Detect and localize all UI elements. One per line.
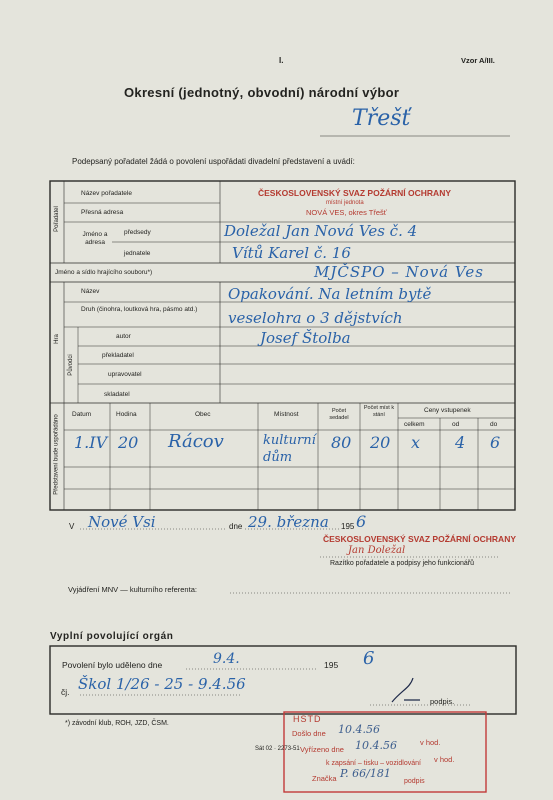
play-name-value: Opakování. Na letním bytě bbox=[228, 285, 432, 303]
perf-from-value: 4 bbox=[455, 433, 466, 452]
receipt-line1-value: 10.4.56 bbox=[338, 723, 380, 736]
year-prefix: 195 bbox=[341, 522, 355, 531]
receipt-line2-value: 10.4.56 bbox=[355, 739, 397, 752]
organizer-stamp-line2: místní jednota bbox=[326, 200, 364, 206]
date-value: 29. března bbox=[248, 513, 329, 531]
mnv-statement: Vyjádření MNV — kulturního referenta: bbox=[68, 585, 197, 594]
granted-value: 9.4. bbox=[213, 651, 240, 667]
troupe-value: MJČSPO – Nová Ves bbox=[314, 263, 484, 281]
sign-label: podpis. bbox=[430, 697, 455, 706]
organizer-group-label: Pořadatel bbox=[54, 206, 60, 232]
organizer-name-label: Název pořadatele bbox=[81, 190, 132, 197]
print-code: Sát 02 · 2273-51 bbox=[255, 746, 300, 752]
authority-handwritten: Třešť bbox=[352, 106, 411, 131]
origin-group-label: Původci bbox=[68, 354, 74, 376]
chair-label: předsedy bbox=[124, 229, 151, 236]
play-group-label: Hra bbox=[54, 334, 60, 344]
receipt-line4-suffix: podpis bbox=[404, 778, 425, 785]
organizer-address-label: Přesná adresa bbox=[81, 209, 124, 216]
col-price-to: do bbox=[490, 421, 498, 428]
col-room: Místnost bbox=[274, 411, 299, 418]
authority-title: Okresní (jednotný, obvodní) národní výbor bbox=[124, 85, 400, 100]
organizer-stamp-line3: NOVÁ VES, okres Třešť bbox=[306, 208, 387, 217]
perf-town-value: Rácov bbox=[168, 431, 224, 452]
perf-to-value: 6 bbox=[490, 433, 501, 452]
perf-room-value: kulturní dům bbox=[263, 433, 316, 465]
troupe-label: Jméno a sídlo hrajícího souboru*) bbox=[55, 269, 153, 276]
organizer-stamp-line1: ČESKOSLOVENSKÝ SVAZ POŽÁRNÍ OCHRANY bbox=[258, 188, 452, 198]
adapter-label: upravovatel bbox=[108, 371, 142, 378]
request-text: Podepsaný pořadatel žádá o povolení uspořádati divadelní představení a uvádí: bbox=[72, 157, 355, 166]
receipt-line4-value: P. 66/181 bbox=[340, 767, 391, 780]
receipt-line2-suffix: v hod. bbox=[434, 755, 455, 764]
perf-total-value: x bbox=[411, 433, 421, 452]
perf-standing-value: 20 bbox=[370, 433, 391, 452]
perf-seats-value: 80 bbox=[331, 433, 352, 452]
receipt-line1-suffix: v hod. bbox=[420, 738, 441, 747]
receipt-line4-label: Značka bbox=[312, 774, 337, 783]
author-label: autor bbox=[116, 333, 131, 340]
in-label: V bbox=[69, 522, 75, 531]
play-genre-label: Druh (činohra, loutková hra, pásmo atd.) bbox=[81, 306, 198, 313]
year-suffix: 6 bbox=[356, 512, 367, 531]
col-town: Obec bbox=[195, 411, 211, 418]
signature-stamp-name: Jan Doležal bbox=[348, 545, 406, 556]
authority-section-title: Vyplní povolující orgán bbox=[50, 631, 174, 642]
play-name-label: Název bbox=[81, 288, 100, 295]
name-address-label: Jméno a adresa bbox=[82, 231, 108, 246]
col-prices: Ceny vstupenek bbox=[424, 407, 471, 414]
footnote: *) závodní klub, ROH, JZD, ČSM. bbox=[65, 720, 169, 727]
place-value: Nové Vsi bbox=[88, 513, 156, 531]
play-genre-value: veselohra o 3 dějstvích bbox=[228, 309, 403, 327]
section-number: I. bbox=[279, 56, 284, 65]
perf-date-value: 1.IV bbox=[74, 433, 108, 452]
col-price-total: celkem bbox=[404, 421, 425, 428]
translator-label: překladatel bbox=[102, 352, 134, 359]
receipt-line1-label: Došlo dne bbox=[292, 729, 326, 738]
clerk-label: jednatele bbox=[124, 250, 151, 257]
date-label: dne bbox=[229, 522, 243, 531]
chair-value: Doležal Jan Nová Ves č. 4 bbox=[224, 222, 418, 240]
ref-value: Škol 1/26 - 25 - 9.4.56 bbox=[78, 675, 246, 693]
performance-group-label: Představení bude uspořádáno bbox=[53, 414, 60, 495]
col-price-from: od bbox=[452, 421, 460, 428]
ref-label: čj. bbox=[61, 687, 70, 697]
signature-stamp: ČESKOSLOVENSKÝ SVAZ POŽÁRNÍ OCHRANY bbox=[323, 534, 517, 544]
perf-hour-value: 20 bbox=[118, 433, 139, 452]
granted-label: Povolení bylo uděleno dne bbox=[62, 660, 163, 670]
receipt-line2-label: Vyřízeno dne bbox=[300, 745, 344, 754]
play-author-value: Josef Štolba bbox=[260, 329, 351, 347]
granted-year-suffix: 6 bbox=[363, 648, 375, 669]
granted-year-prefix: 195 bbox=[324, 660, 339, 670]
col-standing: Počet míst k stání bbox=[363, 405, 395, 418]
signature-caption: Razítko pořadatele a podpisy jeho funkcionářů bbox=[330, 560, 474, 567]
col-date: Datum bbox=[72, 411, 92, 418]
form-code: Vzor A/III. bbox=[461, 56, 495, 65]
clerk-value: Vítů Karel č. 16 bbox=[232, 244, 351, 262]
receipt-line3: k zapsání – tisku – vozidlování bbox=[326, 760, 421, 767]
composer-label: skladatel bbox=[104, 391, 130, 398]
receipt-title: HSTD bbox=[293, 714, 322, 724]
col-seats: Počet sedadel bbox=[329, 408, 349, 421]
col-hour: Hodina bbox=[116, 411, 137, 418]
